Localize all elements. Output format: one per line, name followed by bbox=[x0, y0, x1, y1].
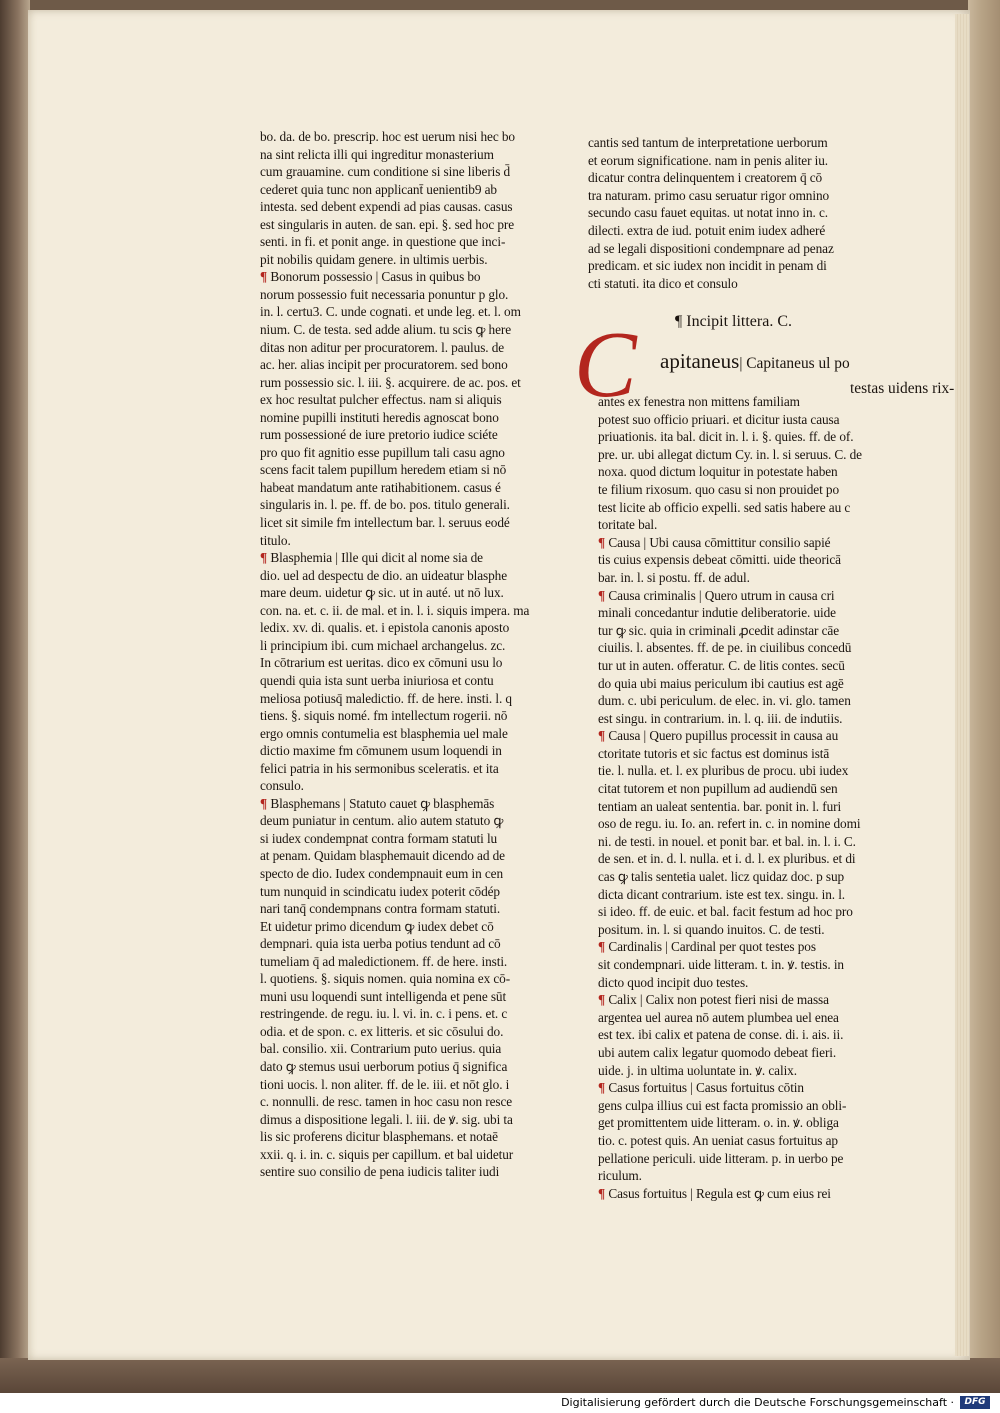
text-line: pre. ur. ubi allegat dictum Cy. in. l. si seruus. C. de bbox=[598, 446, 862, 462]
text-line: ¶ Blasphemans | Statuto cauet ꝙ blasphemās bbox=[260, 795, 495, 811]
incipit-heading: ¶ Incipit littera. C. bbox=[675, 313, 792, 330]
text-line: ¶ Causa | Ubi causa cōmittitur consilio sapié bbox=[598, 534, 831, 550]
text-line: nomine pupilli instituti heredis agnoscat bono bbox=[260, 409, 499, 425]
text-line: oso de regu. iu. Io. an. refert in. c. in nomine domi bbox=[598, 816, 861, 832]
text-line: gens culpa illius cui est facta promissio an obli- bbox=[598, 1097, 847, 1113]
text-line: de sen. et in. d. l. nulla. et i. d. l. ex pluribus. et di bbox=[598, 851, 856, 867]
text-line: ¶ Blasphemia | Ille qui dicit al nome sia de bbox=[260, 550, 483, 566]
text-line: do quia ubi maius periculum ibi cautius est agē bbox=[598, 675, 844, 691]
text-line: toritate bal. bbox=[598, 517, 658, 533]
text-line: dato ꝙ stemus usui uerborum potius q̄ significa bbox=[260, 1058, 508, 1074]
text-line: tentiam an ualeat sententia. bar. ponit in. l. furi bbox=[598, 798, 842, 814]
text-line: rum possessioné de iure pretorio iudice sciéte bbox=[260, 427, 498, 443]
text-line: felici patria in his sermonibus sceleratis. et ita bbox=[260, 760, 499, 776]
text-line: dio. uel ad despectu de dio. an uideatur blasphe bbox=[260, 567, 508, 583]
text-line: sentire suo consilio de pena iudicis taliter iudi bbox=[260, 1164, 500, 1180]
text-line: test licite ab officio expelli. sed satis habere au c bbox=[598, 499, 851, 515]
text-line: pro quo fit agnitio esse pupillum tali casu agno bbox=[260, 444, 505, 460]
text-line: pit nobilis quidam genere. in ultimis uerbis. bbox=[260, 251, 488, 267]
text-line: singularis in. l. pe. ff. de bo. pos. titulo generali. bbox=[260, 497, 510, 513]
text-line: nium. C. de testa. sed adde alium. tu scis ꝙ here bbox=[260, 322, 512, 338]
text-line: est singularis in auten. de san. epi. §. sed hoc pre bbox=[260, 216, 515, 232]
text-line: meliosa potiusq̄ maledictio. ff. de here. insti. l. q bbox=[260, 690, 512, 706]
lead-rest-2: testas uidens rix- bbox=[850, 380, 955, 397]
text-line: uide. j. in ultima uoluntate in. ꝟ. calix. bbox=[598, 1062, 797, 1078]
text-line: Et uidetur primo dicendum ꝙ iudex debet cō bbox=[260, 918, 494, 934]
text-line: dimus a dispositione legali. l. iii. de ꝟ. sig. ubi ta bbox=[260, 1111, 513, 1127]
funding-credit: Digitalisierung gefördert durch die Deutsche Forschungsgemeinschaft · bbox=[561, 1396, 954, 1409]
lead-word-text: apitaneus bbox=[660, 349, 740, 373]
text-line: tiens. §. siquis nomé. fm intellectum rogerii. nō bbox=[260, 708, 508, 724]
text-line: licet sit simile fm intellectum bar. l. seruus eodé bbox=[260, 515, 510, 531]
lead-rest-1: | Capitaneus ul po bbox=[739, 355, 850, 372]
text-line: lis sic proferens dicitur blasphemans. et notaē bbox=[260, 1129, 498, 1145]
text-line: cantis sed tantum de interpretatione uerborum bbox=[588, 135, 828, 150]
text-line: bal. consilio. xii. Contrarium puto uerius. quia bbox=[260, 1041, 502, 1057]
text-line: tis cuius expensis debeat cōmitti. uide theoricā bbox=[598, 552, 841, 568]
text-line: c. nonnulli. de resc. tamen in hoc casu non resce bbox=[260, 1094, 513, 1110]
text-line: tie. l. nulla. et. l. ex pluribus de procu. ubi iudex bbox=[598, 763, 849, 779]
text-line: mare deum. uidetur ꝙ sic. ut in auté. ut nō lux. bbox=[260, 585, 504, 601]
text-line: specto de dio. Iudex condempnauit eum in cen bbox=[260, 865, 503, 881]
text-line: positum. in. l. si quando inuitos. C. de testi. bbox=[598, 921, 825, 937]
text-line: potest suo officio priuari. et dicitur iusta causa bbox=[598, 411, 840, 427]
text-line: si iudex condempnat contra formam statuti lu bbox=[260, 830, 498, 846]
text-line: te filium rixosum. quo casu si non prouidet po bbox=[598, 481, 839, 497]
text-line: ¶ Causa | Quero pupillus processit in causa au bbox=[598, 728, 839, 744]
text-line: rum possessio sic. l. iii. §. acquirere. de ac. pos. et bbox=[260, 374, 521, 390]
left-text-column bbox=[260, 128, 530, 1181]
text-line: tumeliam q̄ ad maledictionem. ff. de here. insti. bbox=[260, 953, 508, 969]
text-line: priuationis. ita bal. dicit in. l. i. §. quies. ff. de of. bbox=[598, 429, 854, 445]
text-line: minali concedantur indutie deliberatorie. uide bbox=[598, 605, 836, 621]
text-line: dum. c. ubi periculum. de elec. in. vi. glo. tamen bbox=[598, 693, 851, 709]
text-line: ubi autem calix legatur quomodo debeat fieri. bbox=[598, 1044, 837, 1060]
text-line: antes ex fenestra non mittens familiam bbox=[598, 394, 800, 409]
page-edge bbox=[955, 14, 969, 1356]
text-line: tioni uocis. l. non aliter. ff. de le. iii. et nōt glo. i bbox=[260, 1076, 510, 1092]
text-line: In cōtrarium est ueritas. dico ex cōmuni usu lo bbox=[260, 655, 503, 671]
text-line: ex hoc resultat pulcher effectus. nam si aliquis bbox=[260, 392, 502, 408]
text-line: ¶ Causa criminalis | Quero utrum in causa cri bbox=[598, 587, 835, 603]
text-line: odia. et de spon. c. ex litteris. et sic cōsului do. bbox=[260, 1023, 504, 1039]
text-line: habeat mandatum ante ratihabitionem. casus é bbox=[260, 479, 501, 495]
text-line: noxa. quod dictum loquitur in potestate haben bbox=[598, 464, 838, 480]
text-line: si ideo. ff. de euic. et bal. facit festum ad hoc pro bbox=[598, 904, 853, 920]
right-text-column-top bbox=[588, 134, 878, 292]
text-line: sit condempnari. uide litteram. t. in. ꝟ. testis. in bbox=[598, 957, 844, 972]
lead-word bbox=[660, 349, 954, 399]
text-line: ¶ Bonorum possessio | Casus in quibus bo bbox=[260, 269, 481, 285]
text-line: titulo. bbox=[260, 532, 291, 548]
text-line: cas ꝙ talis senteŧia ualet. licz quidaz doc. p sup bbox=[598, 869, 845, 885]
text-line: intesta. sed debent expendi ad pias causas. casus bbox=[260, 199, 513, 215]
text-line: in. l. certu3. C. unde cognati. et unde leg. et. l. om bbox=[260, 304, 521, 320]
text-line: ditas non aditur per procuratorem. l. paulus. de bbox=[260, 339, 505, 355]
text-line: tur ut in auten. offeratur. C. de litis contes. secū bbox=[598, 657, 845, 673]
text-line: argentea uel aurea nō autem plumbea uel enea bbox=[598, 1009, 839, 1025]
text-line: norum possessio fuit necessaria ponuntur p glo. bbox=[260, 286, 509, 302]
text-line: citat tutorem et non pupillum ad audiendū sen bbox=[598, 781, 838, 797]
dfg-logo: DFG bbox=[960, 1396, 990, 1409]
decorated-initial: C bbox=[574, 313, 637, 417]
text-line: cum grauamine. cum conditione si sine liberis d̄ bbox=[260, 164, 511, 180]
text-line: quendi quia ista sunt uerba iniuriosa et contu bbox=[260, 672, 494, 688]
text-line: restringende. de regu. iu. l. vi. in. c. i pens. et. c bbox=[260, 1006, 508, 1022]
text-line: et eorum significatione. nam in penis aliter iu. bbox=[588, 152, 829, 168]
text-line: dicto quod incipit duo testes. bbox=[598, 974, 749, 990]
text-line: get promittentem uide litteram. o. in. ꝟ. obliga bbox=[598, 1115, 839, 1131]
text-line: tra naturam. primo casu seruatur rigor omnino bbox=[588, 187, 830, 203]
text-line: tum nunquid in scindicatu iudex poterit cōdép bbox=[260, 883, 500, 899]
text-line: li principium ibi. cum michael archangelus. zc. bbox=[260, 637, 506, 653]
text-line: ac. her. alias incipit per procuratorem. sed bono bbox=[260, 357, 508, 373]
text-line: ctoritate tutoris et sic factus est dominus istā bbox=[598, 745, 830, 761]
right-text-column-main bbox=[598, 393, 878, 1202]
text-line: na sint relicta illi qui ingreditur monasterium bbox=[260, 146, 494, 162]
text-line: ledix. xv. di. qualis. et. i epistola canonis aposto bbox=[260, 620, 510, 636]
text-line: ad se legali dispositioni condempnare ad penaz bbox=[588, 240, 834, 256]
text-line: ergo omnis contumelia est blasphemia uel male bbox=[260, 725, 508, 741]
text-line: pellatione periculi. uide litteram. p. in uerbo pe bbox=[598, 1150, 844, 1166]
text-line: muni usu loquendi sunt intelligenda et pene sūt bbox=[260, 988, 507, 1004]
text-line: l. quotiens. §. siquis nomen. quia nomina ex cō- bbox=[260, 971, 511, 987]
text-line: cti statuti. ita dico et consulo bbox=[588, 275, 738, 291]
text-line: dicta dicant contrarium. iste est tex. singu. in. l. bbox=[598, 886, 846, 902]
bottom-cover-board bbox=[0, 1358, 1000, 1393]
left-cover-board bbox=[0, 0, 30, 1393]
text-line: xxii. q. i. in. c. siquis per capillum. et bal uidetur bbox=[260, 1146, 514, 1162]
text-line: deum puniatur in centum. alio autem statuto ꝙ bbox=[260, 813, 504, 829]
text-line: con. na. et. c. ii. de mal. et in. l. i. siquis impera. ma bbox=[260, 602, 530, 618]
text-line: ni. de testi. in nouel. et ponit bar. et bal. in. l. i. C. bbox=[598, 833, 856, 849]
text-line: dempnari. quia ista uerba potius tendunt ad cō bbox=[260, 936, 501, 952]
text-line: senti. in fi. et ponit ange. in questione que inci- bbox=[260, 234, 506, 250]
text-line: ¶ Casus fortuitus | Casus fortuitus cōtin bbox=[598, 1080, 804, 1096]
text-line: ¶ Cardinalis | Cardinal per quot testes pos bbox=[598, 939, 816, 955]
text-line: cederet quia tunc non applicant̄ uenientib9 ab bbox=[260, 181, 497, 197]
text-line: secundo casu fauet equitas. ut notat inno in. c. bbox=[588, 205, 829, 221]
text-line: dicatur contra delinquentem i creatorem q̄ cō bbox=[588, 170, 823, 186]
text-line: est tex. ibi calix et patena de conse. di. i. ais. ii. bbox=[598, 1027, 844, 1043]
text-line: tio. c. potest quis. An ueniat casus fortuitus ap bbox=[598, 1132, 838, 1148]
text-line: riculum. bbox=[598, 1168, 642, 1184]
text-line: bo. da. de bo. prescrip. hoc est uerum nisi hec bo bbox=[260, 129, 515, 144]
text-line: dilecti. extra de iud. potuit enim iudex adheré bbox=[588, 222, 826, 238]
text-line: scens facit talem pupillum heredem etiam si nō bbox=[260, 462, 507, 478]
text-line: at penam. Quidam blasphemauit dicendo ad de bbox=[260, 848, 505, 864]
text-line: bar. in. l. si postu. ff. de adul. bbox=[598, 569, 750, 585]
text-line: nari tanq̄ condempnans contra formam statuti. bbox=[260, 901, 501, 917]
text-line: tur ꝙ sic. quia in criminali ꝓcedit adinstar cāe bbox=[598, 622, 840, 638]
text-line: est singu. in contrarium. in. l. q. iii. de indutiis. bbox=[598, 710, 843, 726]
text-line: dictio maxime fm cōmunem usum loquendi in bbox=[260, 743, 502, 759]
text-line: ¶ Calix | Calix non potest fieri nisi de massa bbox=[598, 992, 829, 1008]
text-line: ¶ Casus fortuitus | Regula est ꝙ cum eius rei bbox=[598, 1185, 831, 1201]
text-line: ciuilis. l. absentes. ff. de pe. in ciuilibus concedū bbox=[598, 640, 852, 656]
text-line: consulo. bbox=[260, 778, 304, 794]
text-line: predicam. et sic iudex non incidit in penam di bbox=[588, 258, 827, 274]
right-cover-board bbox=[968, 0, 1000, 1393]
